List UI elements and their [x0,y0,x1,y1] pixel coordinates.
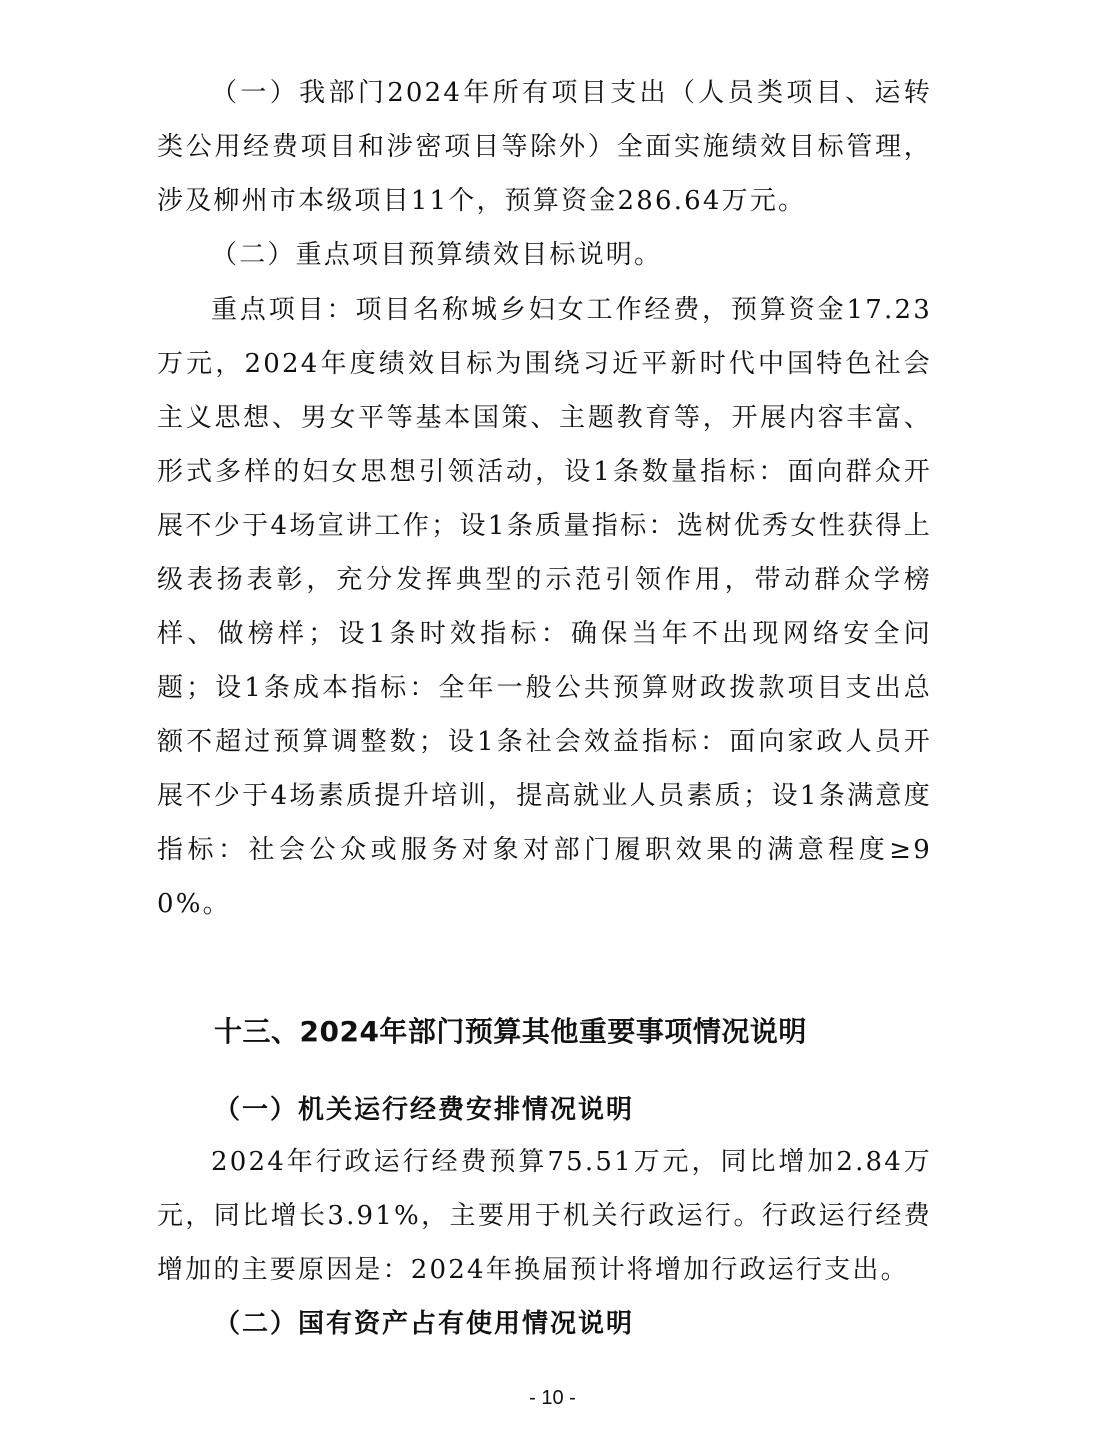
paragraph-performance-scope: （一）我部门2024年所有项目支出（人员类项目、运转类公用经费项目和涉密项目等除外）全面实施绩效目标管理，涉及柳州市本级项目11个，预算资金286.64万元。 [157,78,932,216]
paragraph-operating-expenses: 2024年行政运行经费预算75.51万元，同比增加2.84万元，同比增长3.91%，主要用于机关行政运行。行政运行经费增加的主要原因是：2024年换届预计将增加行政运行支出。 [157,1147,932,1285]
subheading-operating-expenses: （一）机关运行经费安排情况说明 [214,1095,635,1125]
subheading-state-assets: （二）国有资产占有使用情况说明 [214,1309,635,1339]
section-heading-13: 十三、2024年部门预算其他重要事项情况说明 [214,1015,807,1048]
paragraph-key-project-detail: 重点项目：项目名称城乡妇女工作经费，预算资金17.23万元，2024年度绩效目标为围绕习近平新时代中国特色社会主义思想、男女平等基本国策、主题教育等，开展内容丰富、形式多样的妇女思想引领活动，设1条数量指标：面向群众开展不少于4场宣讲工作；设1条质量指标：选树优秀女性获得上级表扬表彰，充分发挥典型的示范引领作用，带动群众学榜样、做榜样；设1条时效指标：确保当年不出现网络安全问题；设1条成本指标：全年一般公共预算财政拨款项目支出总额不超过预算调整数；设1条社会效益指标：面向家政人员开展不少于4场素质提升培训，提高就业人员素质；设1条满意度指标：社会公众或服务对象对部门履职效果的满意程度≥90%。 [157,295,932,919]
page-number: - 10 - [529,1387,576,1409]
paragraph-key-project-heading: （二）重点项目预算绩效目标说明。 [211,240,663,270]
